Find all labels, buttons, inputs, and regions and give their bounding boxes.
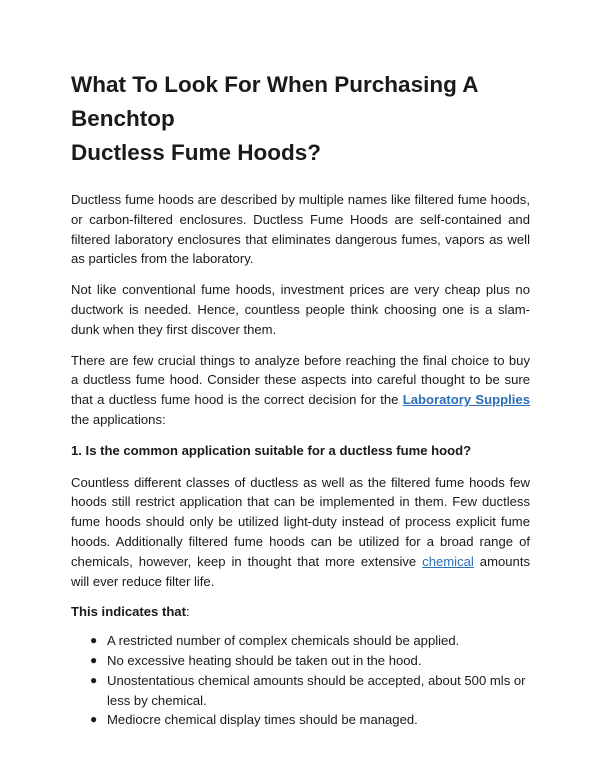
indicates-colon: : xyxy=(185,604,190,620)
section-heading-1: 1. Is the common application suitable for a ductless fume hood? xyxy=(71,442,472,458)
article-title xyxy=(71,68,530,170)
considerations-text-end: the applications: xyxy=(71,411,166,427)
paragraph-intro: Ductless fume hoods are described by multiple names like filtered fume hoods, or carbon-filtered enclosures. Ductless Fume Hoods are self-contained and filtered laboratory enclosures that eliminates dangerous fumes, vapors as well as particles from the laboratory. xyxy=(71,192,530,267)
considerations-text: There are few crucial things to analyze before reaching the final choice to buy a ductless fume hood. Consider these aspects into careful thought to be sure that a ductless fume hood is the correct decision for the xyxy=(71,352,530,408)
list-item-text: Mediocre chemical display times should be managed. xyxy=(107,712,418,728)
bullet-icon: ● xyxy=(90,672,98,687)
bullet-icon: ● xyxy=(90,652,98,667)
list-item xyxy=(71,671,530,711)
bullet-icon: ● xyxy=(90,712,98,727)
bullet-icon: ● xyxy=(90,633,98,648)
paragraph-applications xyxy=(71,473,530,592)
laboratory-supplies-link[interactable]: Laboratory Supplies xyxy=(402,392,530,408)
chemical-link[interactable]: chemical xyxy=(422,553,474,569)
indicates-label-text: This indicates that xyxy=(71,604,186,620)
indicates-bullet-list xyxy=(71,631,530,730)
list-item-text: Unostentatious chemical amounts should be accepted, about 500 mls or less by chemical. xyxy=(107,672,526,708)
list-item xyxy=(71,631,530,651)
title-line-1: What To Look For When Purchasing A Benchtop xyxy=(71,72,478,131)
indicates-label xyxy=(71,602,530,622)
applications-text-end: amounts will ever reduce filter life. xyxy=(71,553,531,589)
list-item-text: No excessive heating should be taken out in the hood. xyxy=(107,652,422,668)
applications-text: Countless different classes of ductless as well as the filtered fume hoods few hoods still restrict application that can be implemented in them. Few ductless fume hoods should only be utilized light-duty instead of process explicit fume hoods. Additionally filtered fume hoods can be utilized for a broad range of chemicals, however, keep in thought that more extensive xyxy=(71,474,530,569)
paragraph-considerations xyxy=(71,351,530,430)
list-item-text: A restricted number of complex chemicals should be applied. xyxy=(107,633,460,649)
title-line-2: Ductless Fume Hoods? xyxy=(71,140,322,165)
paragraph-cost: Not like conventional fume hoods, investment prices are very cheap plus no ductwork is needed. Hence, countless people think choosing one is a slam-dunk when they first discover them. xyxy=(71,282,530,337)
list-item xyxy=(71,710,530,730)
list-item xyxy=(71,651,530,671)
